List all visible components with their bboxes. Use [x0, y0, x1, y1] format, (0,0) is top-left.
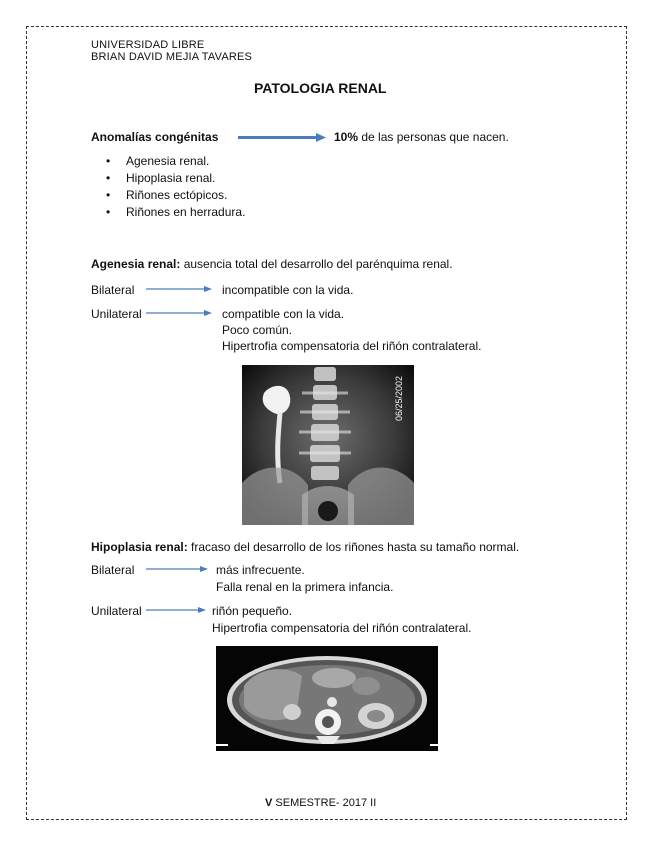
list-item: • Riñones ectópicos.: [104, 187, 245, 204]
hipoplasia-unilateral-line: riñón pequeño.: [212, 604, 293, 618]
footer-semester-number: V: [265, 797, 273, 809]
footer-semester: [265, 797, 376, 809]
ct-drawing: [216, 646, 438, 751]
hipoplasia-term: Hipoplasia renal:: [91, 540, 188, 554]
congenital-stat: [334, 130, 509, 144]
list-item: • Hipoplasia renal.: [104, 170, 245, 187]
list-item: • Agenesia renal.: [104, 153, 245, 170]
hipoplasia-unilateral-line: Hipertrofia compensatoria del riñón contralateral.: [212, 621, 472, 635]
page-title: PATOLOGIA RENAL: [254, 80, 387, 96]
list-item: • Riñones en herradura.: [104, 204, 245, 221]
hipoplasia-bilateral-arrow: [146, 565, 212, 573]
congenital-percent: 10%: [334, 130, 359, 144]
agenesia-unilateral-label: Unilateral: [91, 307, 142, 321]
congenital-arrow: [238, 133, 328, 143]
hipoplasia-definition: [91, 540, 519, 554]
agenesia-unilateral-arrow: [146, 309, 216, 317]
hipoplasia-bilateral-line: más infrecuente.: [216, 563, 305, 577]
agenesia-term: Agenesia renal:: [91, 257, 181, 271]
congenital-text: de las personas que nacen.: [358, 130, 509, 144]
hipoplasia-bilateral-label: Bilateral: [91, 563, 135, 577]
university-name: UNIVERSIDAD LIBRE: [91, 39, 205, 51]
hipoplasia-unilateral-label: Unilateral: [91, 604, 142, 618]
agenesia-unilateral-line: Poco común.: [222, 323, 293, 337]
footer-semester-text: SEMESTRE- 2017 II: [272, 797, 377, 809]
xray-drawing: [242, 365, 414, 525]
agenesia-text: ausencia total del desarrollo del parénquima renal.: [180, 257, 453, 271]
congenital-label: Anomalías congénitas: [91, 130, 219, 144]
ct-scan-image: [216, 646, 438, 751]
agenesia-bilateral-arrow: [146, 285, 216, 293]
hipoplasia-unilateral-arrow: [146, 606, 210, 614]
agenesia-unilateral-line: compatible con la vida.: [222, 307, 345, 321]
agenesia-unilateral-line: Hipertrofia compensatoria del riñón contralateral.: [222, 339, 482, 353]
agenesia-bilateral-label: Bilateral: [91, 283, 135, 297]
author-name: BRIAN DAVID MEJIA TAVARES: [91, 51, 253, 63]
anomaly-list: [104, 153, 245, 221]
hipoplasia-bilateral-line: Falla renal en la primera infancia.: [216, 580, 394, 594]
agenesia-bilateral-text: incompatible con la vida.: [222, 283, 354, 297]
xray-image: [242, 365, 414, 525]
agenesia-definition: [91, 257, 453, 271]
xray-date-label: 06/25/2002: [394, 375, 404, 421]
hipoplasia-text: fracaso del desarrollo de los riñones hasta su tamaño normal.: [187, 540, 520, 554]
